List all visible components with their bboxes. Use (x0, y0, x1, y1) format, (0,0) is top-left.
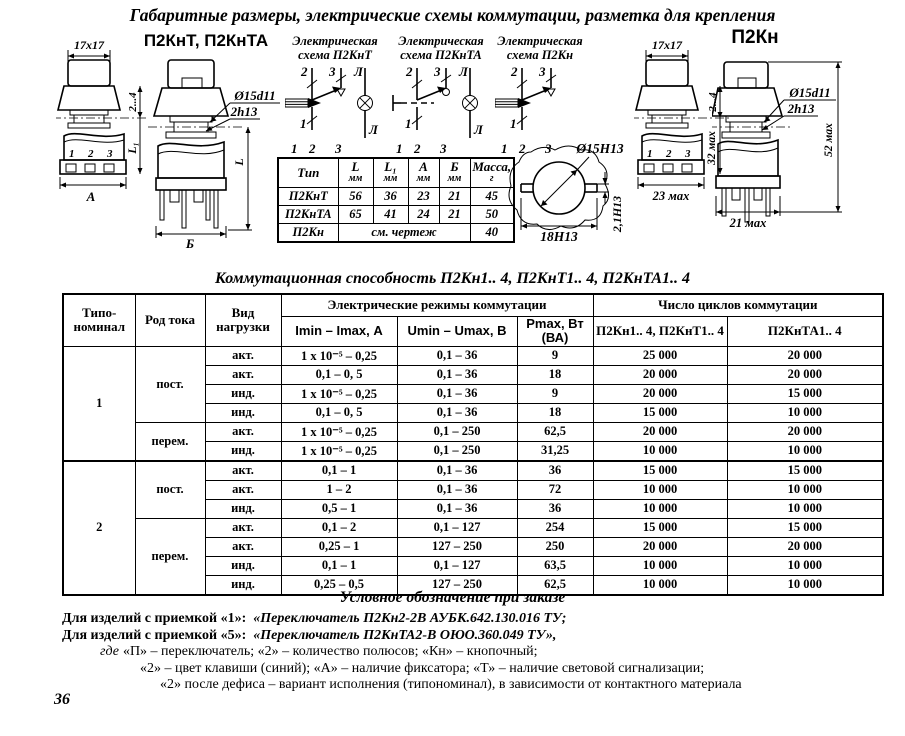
umin-umax-cell: 127 – 250 (397, 537, 517, 556)
imin-imax-cell: 1 х 10⁻⁵ – 0,25 (281, 384, 397, 403)
pmax-cell: 63,5 (517, 556, 593, 575)
umin-umax-cell: 0,1 – 250 (397, 422, 517, 441)
dim-label: 17x17 (652, 38, 682, 52)
imin-imax-cell: 1 – 2 (281, 480, 397, 499)
schematic-title-line: схема П2КнТА (400, 48, 482, 62)
imin-imax-cell: 0,1 – 0, 5 (281, 365, 397, 384)
dim-table-row (278, 188, 514, 206)
dim-cell: 50 (470, 206, 514, 224)
vid-nagruzki-cell: инд. (205, 384, 281, 403)
dim-header-letter: А (419, 159, 428, 174)
commutation-table (62, 293, 884, 596)
terminal-label: Л (459, 64, 468, 79)
dim-header-l1 (373, 158, 408, 188)
cycles-p2kn-cell: 25 000 (593, 346, 727, 365)
vid-nagruzki-cell: инд. (205, 403, 281, 422)
umin-umax-cell: 0,1 – 36 (397, 461, 517, 481)
cycles-p2knta-cell: 20 000 (727, 422, 883, 441)
terminal-label: 3 (434, 64, 441, 79)
dim-header-unit: мм (383, 173, 398, 184)
pin-label: 2 (309, 141, 316, 156)
left-side-view-drawing (148, 38, 288, 250)
terminal-label: Л (354, 64, 363, 79)
pmax-cell: 62,5 (517, 422, 593, 441)
vid-nagruzki-cell: акт. (205, 365, 281, 384)
dim-label: 18Н13 (540, 229, 578, 244)
dim-label: 32 мах (706, 131, 718, 165)
schematic-p2knt (285, 62, 385, 157)
umin-umax-cell: 0,1 – 36 (397, 384, 517, 403)
imin-imax-cell: 1 х 10⁻⁵ – 0,25 (281, 346, 397, 365)
imin-imax-cell: 0,1 – 0, 5 (281, 403, 397, 422)
dim-label: L₁ (125, 142, 139, 154)
schematic-title-line: Электрическая (398, 34, 484, 48)
commutation-table-body (63, 346, 883, 595)
umin-umax-cell: 0,1 – 36 (397, 403, 517, 422)
tiponominal-cell: 2 (63, 461, 135, 595)
header-vid-nagruzki: Вид нагрузки (205, 294, 281, 346)
pmax-cell: 9 (517, 346, 593, 365)
dim-cell: 23 (408, 188, 439, 206)
terminal-label: 1 (300, 116, 307, 131)
cycles-p2kn-cell: 10 000 (593, 480, 727, 499)
umin-umax-cell: 0,1 – 250 (397, 441, 517, 461)
dim-table-header-row (278, 158, 514, 188)
order-line-lead: Для изделий с приемкой «5»: (62, 627, 247, 643)
dim-header-letter: Масса, (472, 159, 512, 174)
cycles-p2kn-cell: 10 000 (593, 575, 727, 595)
dim-header-unit: мм (416, 173, 431, 184)
order-line-text: «Переключатель П2КнТА2-В ОЮО.360.049 ТУ», (253, 627, 557, 643)
order-line-text: «2» после дефиса – вариант исполнения (типономинал), в зависимости от контактного материала (160, 677, 742, 692)
umin-umax-cell: 0,1 – 36 (397, 499, 517, 518)
pin-label: 2 (414, 141, 421, 156)
dimensions-table (277, 157, 515, 243)
vid-nagruzki-cell: инд. (205, 575, 281, 595)
pin-label: 3 (107, 148, 113, 160)
terminal-label: Л (474, 122, 483, 137)
order-line (62, 611, 862, 628)
pin-label: 3 (335, 141, 342, 156)
pin-label: 3 (685, 148, 691, 160)
pin-label: 1 (69, 148, 75, 160)
umin-umax-cell: 0,1 – 36 (397, 365, 517, 384)
vid-nagruzki-cell: инд. (205, 499, 281, 518)
cycles-p2kn-cell: 15 000 (593, 403, 727, 422)
pmax-cell: 18 (517, 365, 593, 384)
header-imin-imax: Imin – Imax, А (281, 316, 397, 346)
terminal-label: 2 (301, 64, 308, 79)
dim-header-l (338, 158, 373, 188)
dim-label: А (86, 189, 96, 204)
dim-label: 52 мах (823, 123, 835, 157)
umin-umax-cell: 0,1 – 127 (397, 518, 517, 537)
cycles-p2knta-cell: 20 000 (727, 346, 883, 365)
terminal-label: 1 (405, 116, 412, 131)
umin-umax-cell: 0,1 – 36 (397, 346, 517, 365)
schematic-title-line: схема П2Кн (506, 48, 574, 62)
pin-label: 1 (501, 141, 508, 156)
commutation-row (63, 461, 883, 481)
dim-cell: 40 (470, 224, 514, 243)
imin-imax-cell: 1 х 10⁻⁵ – 0,25 (281, 422, 397, 441)
mounting-cutout-drawing (497, 138, 642, 258)
pin-label: 3 (545, 141, 552, 156)
dim-label: 21 мах (729, 216, 767, 230)
cycles-p2knta-cell: 10 000 (727, 499, 883, 518)
cycles-p2kn-cell: 20 000 (593, 365, 727, 384)
dim-header-unit: г (489, 173, 494, 184)
pin-label: 1 (396, 141, 403, 156)
header-pmax: Pmax, Вт (ВА) (517, 316, 593, 346)
cycles-p2kn-cell: 15 000 (593, 518, 727, 537)
header-umin-umax: Umin – Umax, В (397, 316, 517, 346)
pmax-cell: 18 (517, 403, 593, 422)
dim-label: 2...4 (127, 92, 139, 112)
dim-cell: П2КнТ (278, 188, 338, 206)
pin-label: 1 (647, 148, 653, 160)
pmax-cell: 36 (517, 499, 593, 518)
header-cycles: Число циклов коммутации (593, 294, 883, 316)
page-title: Габаритные размеры, электрические схемы коммутации, разметка для крепления (129, 5, 776, 25)
dim-cell: 41 (373, 206, 408, 224)
vid-nagruzki-cell: инд. (205, 556, 281, 575)
dim-label: Ø15d11 (234, 88, 276, 103)
dim-label: Ø15d11 (789, 85, 831, 100)
dim-cell: П2Кн (278, 224, 338, 243)
dim-table-row (278, 224, 514, 243)
right-side-view-drawing (712, 36, 847, 232)
order-line (160, 677, 862, 694)
dim-cell: 36 (373, 188, 408, 206)
dim-cell: 56 (338, 188, 373, 206)
umin-umax-cell: 0,1 – 36 (397, 480, 517, 499)
tiponominal-cell: 1 (63, 346, 135, 461)
dim-header-a (408, 158, 439, 188)
vid-nagruzki-cell: инд. (205, 441, 281, 461)
rod-toka-cell: пост. (135, 346, 205, 422)
dim-label: 17x17 (74, 38, 104, 52)
order-line (62, 628, 862, 645)
imin-imax-cell: 0,1 – 1 (281, 461, 397, 481)
order-lines (62, 611, 862, 694)
pin-label: 2 (666, 148, 672, 160)
pin-label: 2 (519, 141, 526, 156)
order-line-text: «2» – цвет клавиши (синий); «А» – наличие фиксатора; «Т» – наличие световой сигнализации; (140, 660, 705, 676)
cycles-p2kn-cell: 20 000 (593, 537, 727, 556)
order-line (140, 661, 862, 678)
dim-label: 2h13 (787, 101, 815, 116)
right-model-heading: П2Кн (731, 27, 779, 48)
vid-nagruzki-cell: акт. (205, 480, 281, 499)
cycles-p2knta-cell: 10 000 (727, 403, 883, 422)
commutation-row (63, 422, 883, 441)
schematic-title (482, 34, 598, 62)
header-modes: Электрические режимы коммутации (281, 294, 593, 316)
dim-header-tip: Тип (278, 158, 338, 188)
header-rod-toka: Род тока (135, 294, 205, 346)
pmax-cell: 31,25 (517, 441, 593, 461)
cycles-p2knta-cell: 20 000 (727, 537, 883, 556)
cycles-p2kn-cell: 10 000 (593, 441, 727, 461)
cycles-p2knta-cell: 10 000 (727, 480, 883, 499)
order-title: Условное обозначение при заказе (339, 589, 566, 606)
umin-umax-cell: 127 – 250 (397, 575, 517, 595)
dim-label: 2,1Н13 (610, 195, 624, 233)
schematic-p2knta (390, 62, 490, 157)
dim-label: L (232, 158, 246, 166)
dim-header-unit: мм (447, 173, 462, 184)
header-cycles-p2kn: П2Кн1.. 4, П2КнТ1.. 4 (593, 316, 727, 346)
cycles-p2knta-cell: 15 000 (727, 518, 883, 537)
vid-nagruzki-cell: акт. (205, 518, 281, 537)
order-line-lead: Для изделий с приемкой «1»: (62, 611, 247, 626)
dim-cell: 24 (408, 206, 439, 224)
pmax-cell: 254 (517, 518, 593, 537)
dim-header-b (439, 158, 470, 188)
cycles-p2kn-cell: 20 000 (593, 422, 727, 441)
imin-imax-cell: 0,1 – 1 (281, 556, 397, 575)
cycles-p2kn-cell: 10 000 (593, 499, 727, 518)
left-models-heading: П2КнТ, П2КнТА (143, 31, 269, 50)
cycles-p2knta-cell: 15 000 (727, 384, 883, 403)
dim-label: 23 мах (652, 189, 690, 203)
dim-header-unit: мм (348, 173, 363, 184)
dim-cell: П2КнТА (278, 206, 338, 224)
cycles-p2knta-cell: 10 000 (727, 575, 883, 595)
dim-cell: 45 (470, 188, 514, 206)
imin-imax-cell: 0,25 – 0,5 (281, 575, 397, 595)
schematic-title-line: схема П2КнТ (298, 48, 372, 62)
dim-table-row (278, 206, 514, 224)
terminal-label: 2 (511, 64, 518, 79)
dim-cell: 21 (439, 206, 470, 224)
pmax-cell: 250 (517, 537, 593, 556)
cycles-p2knta-cell: 10 000 (727, 441, 883, 461)
pin-label: 2 (88, 148, 94, 160)
rod-toka-cell: пост. (135, 461, 205, 519)
imin-imax-cell: 0,5 – 1 (281, 499, 397, 518)
dim-label: Б (185, 236, 195, 250)
cycles-p2kn-cell: 10 000 (593, 556, 727, 575)
dim-cell: 65 (338, 206, 373, 224)
commutation-row (63, 346, 883, 365)
terminal-label: 2 (406, 64, 413, 79)
dim-cell-note: см. чертеж (338, 224, 470, 243)
dim-header-letter: Б (450, 159, 459, 174)
terminal-label: 1 (510, 116, 517, 131)
dim-header-letter: L₁ (384, 159, 397, 174)
header-cycles-p2knta: П2КнТА1.. 4 (727, 316, 883, 346)
vid-nagruzki-cell: акт. (205, 346, 281, 365)
dim-label: 2h13 (230, 104, 258, 119)
schematic-title-line: Электрическая (292, 34, 378, 48)
rod-toka-cell: перем. (135, 518, 205, 595)
order-line (100, 644, 862, 661)
imin-imax-cell: 0,1 – 2 (281, 518, 397, 537)
cycles-p2knta-cell: 15 000 (727, 461, 883, 481)
commutation-header-row (63, 294, 883, 316)
dim-header-letter: L (351, 159, 360, 174)
dim-label: 2...4 (707, 92, 719, 112)
commutation-title: Коммутационная способность П2Кн1.. 4, П2КнТ1.. 4, П2КнТА1.. 4 (214, 270, 691, 287)
vid-nagruzki-cell: акт. (205, 537, 281, 556)
vid-nagruzki-cell: акт. (205, 422, 281, 441)
pin-label: 1 (291, 141, 298, 156)
header-tiponominal: Типо-номинал (63, 294, 135, 346)
vid-nagruzki-cell: акт. (205, 461, 281, 481)
commutation-row (63, 518, 883, 537)
dim-cell: 21 (439, 188, 470, 206)
pmax-cell: 72 (517, 480, 593, 499)
rod-toka-cell: перем. (135, 422, 205, 461)
terminal-label: Л (369, 122, 378, 137)
pmax-cell: 36 (517, 461, 593, 481)
left-front-view-drawing (56, 36, 156, 208)
cycles-p2kn-cell: 15 000 (593, 461, 727, 481)
cycles-p2kn-cell: 20 000 (593, 384, 727, 403)
umin-umax-cell: 0,1 – 127 (397, 556, 517, 575)
cycles-p2knta-cell: 10 000 (727, 556, 883, 575)
dim-label: Ø15Н13 (576, 141, 624, 156)
imin-imax-cell: 0,25 – 1 (281, 537, 397, 556)
pmax-cell: 62,5 (517, 575, 593, 595)
pmax-cell: 9 (517, 384, 593, 403)
order-line-lead: где (100, 644, 119, 659)
terminal-label: 3 (539, 64, 546, 79)
terminal-label: 3 (329, 64, 336, 79)
order-line-text: «Переключатель П2Кн2-2В АУБК.642.130.016 ТУ; (253, 611, 567, 626)
imin-imax-cell: 1 х 10⁻⁵ – 0,25 (281, 441, 397, 461)
order-line-text: «П» – переключатель; «2» – количество полюсов; «Кн» – кнопочный; (122, 644, 538, 659)
pin-label: 3 (440, 141, 447, 156)
schematic-title-line: Электрическая (497, 34, 583, 48)
cycles-p2knta-cell: 20 000 (727, 365, 883, 384)
page-number: 36 (54, 691, 70, 708)
